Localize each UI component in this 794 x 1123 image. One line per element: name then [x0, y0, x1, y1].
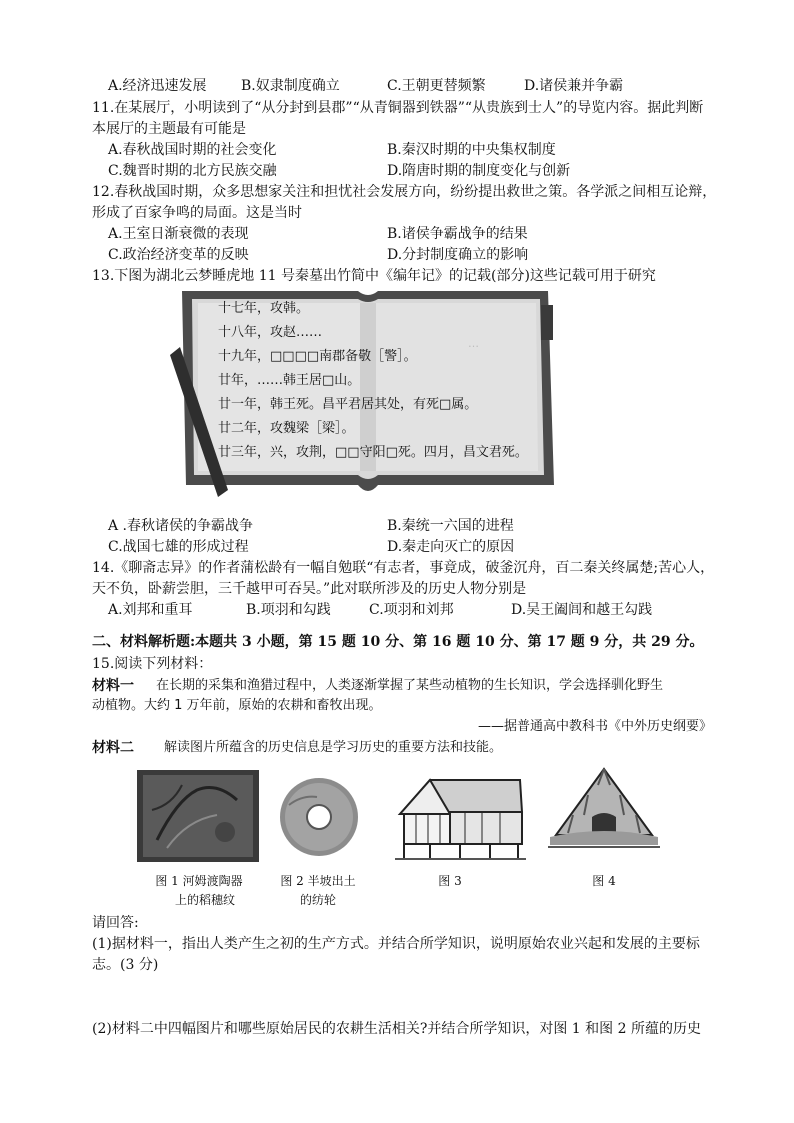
q14-option-c: C.项羽和刘邦 [369, 602, 454, 618]
svg-text:…: … [468, 337, 479, 350]
book-line: 十八年，攻赵…… [218, 325, 323, 340]
q10-option-b: B.奴隶制度确立 [241, 78, 340, 94]
fig2-spindle-whorl-image [277, 775, 361, 859]
q13-option-c: C.战国七雄的形成过程 [108, 539, 249, 555]
q15-ask: 请回答: [92, 915, 139, 931]
q14-option-d: D.吴王阖闾和越王勾践 [511, 602, 653, 618]
book-line: 十七年，攻韩。 [218, 301, 310, 316]
fig4-thatched-hut-image [548, 765, 660, 865]
q14-option-b: B.项羽和勾践 [246, 602, 331, 618]
material-2-label: 材料二 [92, 740, 134, 756]
q11-stem-line-1: 11.在某展厅，小明读到了“从分封到县郡”“从青铜器到铁器”“从贵族到士人”的导览内容。据此判断 [92, 100, 704, 116]
q11-option-a: A.春秋战国时期的社会变化 [108, 142, 277, 158]
q10-option-a: A.经济迅速发展 [108, 78, 207, 94]
material-1-source: ——据普通高中教科书《中外历史纲要》 [478, 719, 713, 734]
section-2-heading: 二、材料解析题:本题共 3 小题，第 15 题 10 分、第 16 题 10 分、第 17 题 9 分，共 29 分。 [92, 634, 704, 650]
q14-stem-line-2: 天不负，卧薪尝胆，三千越甲可吞吴。”此对联所涉及的历史人物分别是 [92, 581, 527, 597]
q12-stem-line-1: 12.春秋战国时期，众多思想家关注和担忧社会发展方向，纷纷提出救世之策。各学派之间相互论辩， [92, 184, 717, 200]
material-1-text-line-2: 动植物。大约 1 万年前，原始的农耕和畜牧出现。 [92, 698, 382, 713]
q13-option-d: D.秦走向灭亡的原因 [387, 539, 515, 555]
q12-stem-line-2: 形成了百家争鸣的局面。这是当时 [92, 205, 302, 221]
fig3-stilt-house-image [390, 772, 530, 862]
q13-option-b: B.秦统一六国的进程 [387, 518, 514, 534]
fig1-pottery-rice-pattern-image [137, 770, 259, 862]
fig1-caption-line-1: 图 1 河姆渡陶器 [155, 874, 243, 888]
fig4-caption: 图 4 [592, 874, 616, 888]
q14-stem-line-1: 14.《聊斋志异》的作者蒲松龄有一幅自勉联“有志者，事竟成，破釜沉舟，百二秦关终属楚;苦心人， [92, 560, 715, 576]
q15-sub2-line-1: (2)材料二中四幅图片和哪些原始居民的农耕生活相关?并结合所学知识，对图 1 和图 2 所蕴的历史 [92, 1021, 701, 1037]
q10-option-d: D.诸侯兼并争霸 [524, 78, 624, 94]
book-line: 十九年，□□□□南郡备敬［警］。 [218, 349, 417, 364]
material-2-text: 解读图片所蕴含的历史信息是学习历史的重要方法和技能。 [164, 740, 503, 755]
fig2-caption-line-2: 的纺轮 [299, 893, 336, 907]
q13-stem: 13.下图为湖北云梦睡虎地 11 号秦墓出竹简中《编年记》的记载(部分)这些记载可用于研究 [92, 268, 656, 284]
q11-option-c: C.魏晋时期的北方民族交融 [108, 163, 277, 179]
q11-stem-line-2: 本展厅的主题最有可能是 [92, 121, 246, 137]
bamboo-slip-text [218, 297, 528, 465]
q11-option-b: B.秦汉时期的中央集权制度 [387, 142, 556, 158]
q12-option-b: B.诸侯争霸战争的结果 [387, 226, 528, 242]
q10-option-c: C.王朝更替频繁 [387, 78, 486, 94]
q12-option-d: D.分封制度确立的影响 [387, 247, 529, 263]
q14-option-a: A.刘邦和重耳 [108, 602, 193, 618]
material-1-text-line-1: 在长期的采集和渔猎过程中，人类逐渐掌握了某些动植物的生长知识，学会选择驯化野生 [156, 678, 664, 693]
fig1-caption-line-2: 上的稻穗纹 [174, 893, 235, 907]
q11-option-d: D.隋唐时期的制度变化与创新 [387, 163, 571, 179]
material-1-label: 材料一 [92, 678, 134, 694]
q15-stem: 15.阅读下列材料： [92, 656, 213, 672]
book-line: 廿三年，兴，攻荆，□□守阳□死。四月，昌文君死。 [218, 445, 528, 460]
fig3-caption: 图 3 [438, 874, 462, 888]
q12-option-c: C.政治经济变革的反映 [108, 247, 249, 263]
q13-option-a: A .春秋诸侯的争霸战争 [108, 518, 254, 534]
book-line: 廿年，……韩王居□山。 [218, 373, 361, 388]
book-line: 廿二年，攻魏梁［梁］。 [218, 421, 355, 436]
q15-sub1-line-1: (1)据材料一，指出人类产生之初的生产方式。并结合所学知识，说明原始农业兴起和发展的主要标 [92, 936, 700, 952]
q12-option-a: A.王室日渐衰微的表现 [108, 226, 249, 242]
fig2-caption-line-1: 图 2 半坡出土 [280, 874, 356, 888]
q15-sub1-line-2: 志。(3 分) [92, 957, 159, 973]
book-line: 廿一年，韩王死。昌平君居其处，有死□属。 [218, 397, 478, 412]
